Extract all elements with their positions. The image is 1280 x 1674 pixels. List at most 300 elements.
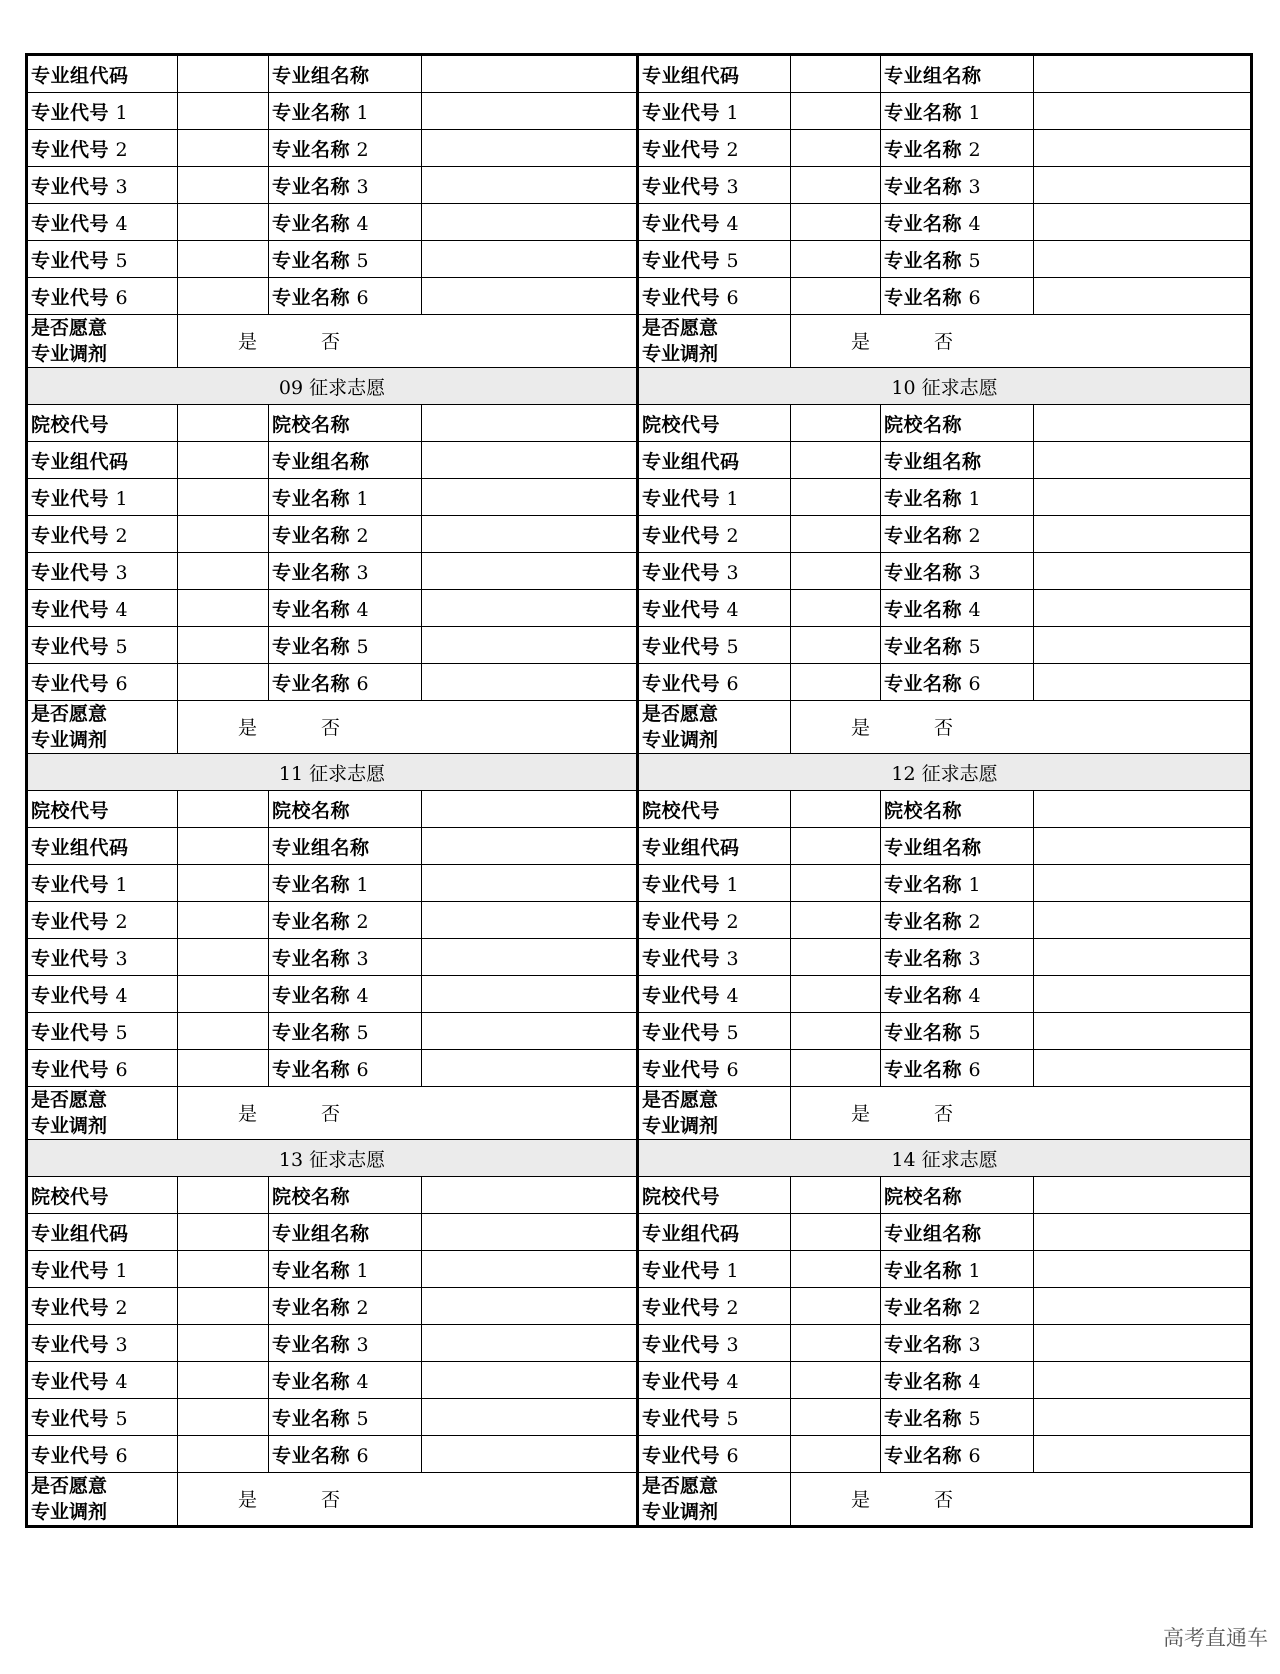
label-group_code	[638, 442, 791, 479]
label-major_code-text: 专业代号	[642, 1444, 721, 1467]
label-major_name-number: 5	[350, 249, 370, 272]
input-school_name[interactable]	[422, 791, 638, 828]
label-major_code	[27, 664, 178, 701]
input-major_code[interactable]	[178, 479, 269, 516]
input-major_name[interactable]	[1034, 1325, 1252, 1362]
label-major_name	[881, 553, 1034, 590]
input-major_name[interactable]	[1034, 93, 1252, 130]
input-major_name[interactable]	[422, 516, 638, 553]
input-major_name[interactable]	[1034, 479, 1252, 516]
label-major_code-text: 专业代号	[642, 984, 721, 1007]
label-major_code-number: 6	[109, 1444, 129, 1467]
input-school_code[interactable]	[791, 405, 881, 442]
input-major_name[interactable]	[422, 1399, 638, 1436]
input-major_code[interactable]	[791, 590, 881, 627]
label-major_name	[269, 865, 422, 902]
input-group_code[interactable]	[178, 442, 269, 479]
label-major_name-number: 6	[962, 672, 982, 695]
input-major_code[interactable]	[791, 1399, 881, 1436]
label-major_code-text: 专业代号	[642, 1407, 721, 1430]
input-major_name[interactable]	[1034, 1288, 1252, 1325]
section-suffix: 征求志愿	[309, 1148, 386, 1171]
input-major_name[interactable]	[1034, 1362, 1252, 1399]
label-group_code	[27, 828, 178, 865]
label-major_name-text: 专业名称	[884, 286, 963, 309]
label-major_code	[638, 278, 791, 315]
input-group_name[interactable]	[422, 442, 638, 479]
input-major_code[interactable]	[791, 664, 881, 701]
input-major_name[interactable]	[1034, 902, 1252, 939]
label-major_name-number: 2	[350, 1296, 370, 1319]
label-major_name	[269, 902, 422, 939]
label-major_name-text: 专业名称	[884, 487, 963, 510]
label-major_code-text: 专业代号	[31, 175, 110, 198]
label-school_name-text: 院校名称	[884, 413, 963, 436]
label-major_code-text: 专业代号	[642, 910, 721, 933]
adjust-label-line2: 专业调剂	[642, 343, 719, 365]
label-major_name-text: 专业名称	[884, 1259, 963, 1282]
input-group_code[interactable]	[791, 442, 881, 479]
label-major_name-number: 3	[350, 947, 370, 970]
label-major_name-number: 4	[350, 598, 370, 621]
label-group_name-text: 专业组名称	[884, 836, 982, 859]
input-major_name[interactable]	[422, 204, 638, 241]
input-major_name[interactable]	[422, 902, 638, 939]
label-major_name	[269, 627, 422, 664]
yes-option[interactable]: 是	[238, 717, 258, 739]
input-major_name[interactable]	[422, 590, 638, 627]
yes-option[interactable]: 是	[851, 331, 871, 353]
label-major_code	[638, 902, 791, 939]
label-major_code-text: 专业代号	[31, 598, 110, 621]
input-major_code[interactable]	[178, 1362, 269, 1399]
label-major_name-number: 4	[962, 212, 982, 235]
input-major_code[interactable]	[791, 130, 881, 167]
input-major_name[interactable]	[1034, 1399, 1252, 1436]
input-school_code[interactable]	[791, 791, 881, 828]
input-major_name[interactable]	[1034, 627, 1252, 664]
input-major_name[interactable]	[1034, 590, 1252, 627]
no-option[interactable]: 否	[934, 331, 954, 353]
section-header-row	[27, 754, 1252, 791]
yes-option[interactable]: 是	[238, 331, 258, 353]
label-major_name-text: 专业名称	[272, 212, 351, 235]
label-major_code-text: 专业代号	[31, 947, 110, 970]
input-group_code[interactable]	[791, 1214, 881, 1251]
input-major_name[interactable]	[1034, 241, 1252, 278]
input-major_code[interactable]	[791, 1013, 881, 1050]
input-major_name[interactable]	[422, 1436, 638, 1473]
input-major_code[interactable]	[791, 1362, 881, 1399]
form-row	[27, 1050, 1252, 1087]
input-school_code[interactable]	[178, 405, 269, 442]
input-major_code[interactable]	[791, 1288, 881, 1325]
input-major_code[interactable]	[178, 1325, 269, 1362]
label-major_code-number: 4	[720, 212, 740, 235]
adjust-row	[27, 1087, 1252, 1140]
input-major_name[interactable]	[1034, 1436, 1252, 1473]
input-major_name[interactable]	[422, 1013, 638, 1050]
input-school_name[interactable]	[1034, 791, 1252, 828]
adjust-choice[interactable]	[791, 1473, 1252, 1527]
label-major_name	[269, 976, 422, 1013]
label-group_name-text: 专业组名称	[272, 1222, 370, 1245]
label-major_code-number: 2	[109, 524, 129, 547]
label-major_name-number: 5	[962, 249, 982, 272]
label-major_name-text: 专业名称	[884, 561, 963, 584]
label-major_code-number: 1	[720, 101, 740, 124]
no-option[interactable]: 否	[321, 717, 341, 739]
input-group_name[interactable]	[422, 55, 638, 93]
label-major_code-number: 1	[109, 487, 129, 510]
label-major_name-text: 专业名称	[884, 635, 963, 658]
input-major_code[interactable]	[178, 1251, 269, 1288]
label-group_code-text: 专业组代码	[31, 836, 129, 859]
form-row	[27, 405, 1252, 442]
input-major_code[interactable]	[178, 1436, 269, 1473]
yes-option[interactable]: 是	[851, 1103, 871, 1125]
label-major_name-text: 专业名称	[884, 947, 963, 970]
input-major_name[interactable]	[1034, 1251, 1252, 1288]
label-major_name-text: 专业名称	[272, 1370, 351, 1393]
label-major_code-number: 5	[109, 249, 129, 272]
label-major_code	[638, 1325, 791, 1362]
label-major_name-number: 4	[962, 1370, 982, 1393]
input-major_name[interactable]	[1034, 516, 1252, 553]
label-major_code-text: 专业代号	[31, 138, 110, 161]
adjust-label-line2: 专业调剂	[31, 1115, 108, 1137]
input-major_code[interactable]	[791, 167, 881, 204]
form-row	[27, 1436, 1252, 1473]
label-major_code-text: 专业代号	[31, 1444, 110, 1467]
input-major_code[interactable]	[178, 865, 269, 902]
label-major_name-text: 专业名称	[272, 873, 351, 896]
adjust-label-line2: 专业调剂	[31, 729, 108, 751]
input-major_name[interactable]	[1034, 939, 1252, 976]
input-major_name[interactable]	[422, 664, 638, 701]
section-title-13	[27, 1140, 638, 1177]
form-row	[27, 976, 1252, 1013]
input-major_name[interactable]	[422, 1362, 638, 1399]
label-major_code-text: 专业代号	[642, 524, 721, 547]
label-major_name	[269, 939, 422, 976]
no-option[interactable]: 否	[934, 1489, 954, 1511]
input-group_name[interactable]	[1034, 442, 1252, 479]
label-major_name	[881, 1251, 1034, 1288]
label-major_code	[638, 1013, 791, 1050]
no-option[interactable]: 否	[321, 1489, 341, 1511]
label-major_code	[27, 939, 178, 976]
no-option[interactable]: 否	[934, 1103, 954, 1125]
label-major_code	[27, 479, 178, 516]
label-group_name	[269, 442, 422, 479]
label-major_name	[881, 1325, 1034, 1362]
label-group_name-text: 专业组名称	[272, 64, 370, 87]
input-group_name[interactable]	[422, 1214, 638, 1251]
label-major_name	[269, 204, 422, 241]
adjust-choice[interactable]	[791, 315, 1252, 368]
input-major_name[interactable]	[1034, 1050, 1252, 1087]
label-major_code	[27, 1288, 178, 1325]
form-row	[27, 664, 1252, 701]
input-school_code[interactable]	[791, 1177, 881, 1214]
label-major_code-number: 5	[720, 249, 740, 272]
input-group_code[interactable]	[791, 828, 881, 865]
adjust-choice[interactable]	[791, 1087, 1252, 1140]
input-major_name[interactable]	[1034, 664, 1252, 701]
label-major_code	[27, 1362, 178, 1399]
form-row	[27, 1288, 1252, 1325]
form-row	[27, 939, 1252, 976]
adjust-choice[interactable]	[178, 315, 638, 368]
input-major_code[interactable]	[791, 516, 881, 553]
label-school_name-text: 院校名称	[272, 1185, 351, 1208]
input-school_name[interactable]	[422, 405, 638, 442]
label-major_code	[27, 1013, 178, 1050]
input-major_code[interactable]	[178, 278, 269, 315]
input-major_code[interactable]	[791, 1436, 881, 1473]
input-major_name[interactable]	[422, 976, 638, 1013]
label-major_code-number: 3	[720, 947, 740, 970]
label-major_code-text: 专业代号	[642, 1021, 721, 1044]
input-major_name[interactable]	[422, 1288, 638, 1325]
label-school_name	[881, 1177, 1034, 1214]
input-major_name[interactable]	[422, 939, 638, 976]
label-major_name	[269, 1436, 422, 1473]
label-school_name-text: 院校名称	[272, 413, 351, 436]
input-major_code[interactable]	[791, 939, 881, 976]
label-major_code	[27, 516, 178, 553]
input-group_name[interactable]	[1034, 1214, 1252, 1251]
adjust-choice[interactable]	[791, 701, 1252, 754]
input-major_code[interactable]	[178, 1399, 269, 1436]
no-option[interactable]: 否	[321, 1103, 341, 1125]
label-major_code	[27, 241, 178, 278]
label-major_code	[638, 590, 791, 627]
input-major_code[interactable]	[178, 241, 269, 278]
label-major_name-text: 专业名称	[884, 138, 963, 161]
label-major_name-number: 1	[350, 101, 370, 124]
label-major_name-text: 专业名称	[272, 487, 351, 510]
label-group_name-text: 专业组名称	[272, 450, 370, 473]
input-major_name[interactable]	[1034, 167, 1252, 204]
label-major_name-text: 专业名称	[884, 672, 963, 695]
adjust-label-line1: 是否愿意	[642, 1475, 719, 1497]
label-school_code-text: 院校代号	[31, 1185, 110, 1208]
input-school_code[interactable]	[178, 791, 269, 828]
label-major_name	[269, 1362, 422, 1399]
label-major_code	[638, 627, 791, 664]
input-major_name[interactable]	[422, 627, 638, 664]
label-major_name-text: 专业名称	[272, 1259, 351, 1282]
label-major_name	[881, 93, 1034, 130]
label-major_name-text: 专业名称	[272, 672, 351, 695]
yes-option[interactable]: 是	[238, 1103, 258, 1125]
label-major_name	[881, 241, 1034, 278]
label-major_code-text: 专业代号	[642, 487, 721, 510]
adjust-choice[interactable]	[178, 1087, 638, 1140]
label-major_name	[881, 939, 1034, 976]
input-major_code[interactable]	[791, 976, 881, 1013]
input-major_code[interactable]	[178, 167, 269, 204]
label-major_name	[269, 1013, 422, 1050]
label-school_name-text: 院校名称	[884, 799, 963, 822]
input-major_name[interactable]	[422, 1251, 638, 1288]
adjust-label-line1: 是否愿意	[642, 703, 719, 725]
input-major_name[interactable]	[1034, 204, 1252, 241]
section-number: 09	[278, 376, 310, 399]
form-row	[27, 1013, 1252, 1050]
input-major_name[interactable]	[1034, 865, 1252, 902]
input-group_code[interactable]	[178, 1214, 269, 1251]
input-major_code[interactable]	[178, 1288, 269, 1325]
label-major_name-number: 5	[350, 1021, 370, 1044]
label-major_name-number: 6	[962, 1058, 982, 1081]
label-major_code	[638, 479, 791, 516]
label-school_code-text: 院校代号	[642, 799, 721, 822]
input-group_name[interactable]	[1034, 55, 1252, 93]
label-major_code	[27, 627, 178, 664]
input-major_code[interactable]	[791, 1251, 881, 1288]
adjust-label	[638, 315, 791, 368]
input-major_name[interactable]	[422, 553, 638, 590]
input-major_name[interactable]	[1034, 278, 1252, 315]
label-major_code-text: 专业代号	[642, 1296, 721, 1319]
label-school_code-text: 院校代号	[31, 799, 110, 822]
input-school_code[interactable]	[178, 1177, 269, 1214]
label-group_code-text: 专业组代码	[642, 64, 740, 87]
yes-option[interactable]: 是	[851, 1489, 871, 1511]
input-major_code[interactable]	[791, 479, 881, 516]
input-major_code[interactable]	[791, 902, 881, 939]
label-major_code-number: 6	[720, 286, 740, 309]
input-major_name[interactable]	[422, 479, 638, 516]
input-major_name[interactable]	[1034, 130, 1252, 167]
label-major_name-text: 专业名称	[272, 286, 351, 309]
input-major_code[interactable]	[178, 627, 269, 664]
input-major_name[interactable]	[1034, 976, 1252, 1013]
form-row	[27, 828, 1252, 865]
input-major_name[interactable]	[422, 278, 638, 315]
input-major_code[interactable]	[178, 939, 269, 976]
section-title-11	[27, 754, 638, 791]
label-major_name-text: 专业名称	[272, 1333, 351, 1356]
input-major_code[interactable]	[178, 130, 269, 167]
label-group_name	[881, 1214, 1034, 1251]
input-major_code[interactable]	[791, 278, 881, 315]
label-major_code	[638, 1362, 791, 1399]
label-major_code-number: 6	[720, 1058, 740, 1081]
label-major_name	[269, 1325, 422, 1362]
no-option[interactable]: 否	[934, 717, 954, 739]
input-school_name[interactable]	[422, 1177, 638, 1214]
adjust-label-line2: 专业调剂	[642, 729, 719, 751]
label-major_name-text: 专业名称	[884, 910, 963, 933]
label-major_code-number: 5	[109, 1021, 129, 1044]
label-major_name-number: 5	[962, 1021, 982, 1044]
adjust-choice[interactable]	[178, 701, 638, 754]
input-school_name[interactable]	[1034, 1177, 1252, 1214]
form-row	[27, 442, 1252, 479]
label-major_name	[881, 516, 1034, 553]
input-major_name[interactable]	[422, 93, 638, 130]
input-major_code[interactable]	[178, 93, 269, 130]
input-major_name[interactable]	[422, 1050, 638, 1087]
input-major_code[interactable]	[178, 204, 269, 241]
label-major_code	[27, 553, 178, 590]
input-school_name[interactable]	[1034, 405, 1252, 442]
input-major_code[interactable]	[791, 1050, 881, 1087]
label-major_code-text: 专业代号	[642, 175, 721, 198]
adjust-label-line1: 是否愿意	[31, 703, 108, 725]
adjust-label	[638, 701, 791, 754]
label-major_code	[638, 939, 791, 976]
label-major_name	[881, 1362, 1034, 1399]
label-major_name	[881, 278, 1034, 315]
label-major_code-text: 专业代号	[31, 1370, 110, 1393]
input-major_code[interactable]	[178, 664, 269, 701]
input-major_code[interactable]	[178, 976, 269, 1013]
input-major_code[interactable]	[178, 553, 269, 590]
label-major_code-text: 专业代号	[31, 524, 110, 547]
yes-option[interactable]: 是	[851, 717, 871, 739]
label-major_code	[638, 1399, 791, 1436]
input-major_name[interactable]	[1034, 553, 1252, 590]
input-major_code[interactable]	[178, 1013, 269, 1050]
input-major_code[interactable]	[178, 590, 269, 627]
label-major_code-number: 6	[109, 672, 129, 695]
input-major_name[interactable]	[422, 167, 638, 204]
input-major_name[interactable]	[422, 241, 638, 278]
label-major_name-text: 专业名称	[884, 101, 963, 124]
input-major_code[interactable]	[791, 93, 881, 130]
label-major_code-text: 专业代号	[31, 212, 110, 235]
adjust-choice[interactable]	[178, 1473, 638, 1527]
input-group_name[interactable]	[422, 828, 638, 865]
input-major_name[interactable]	[422, 865, 638, 902]
label-major_name-number: 2	[350, 910, 370, 933]
label-major_code-number: 5	[109, 1407, 129, 1430]
label-major_code	[638, 1050, 791, 1087]
input-major_code[interactable]	[791, 1325, 881, 1362]
input-major_code[interactable]	[791, 865, 881, 902]
input-major_name[interactable]	[422, 1325, 638, 1362]
input-major_code[interactable]	[178, 516, 269, 553]
input-major_code[interactable]	[791, 241, 881, 278]
input-major_name[interactable]	[422, 130, 638, 167]
label-major_code-text: 专业代号	[31, 286, 110, 309]
input-group_name[interactable]	[1034, 828, 1252, 865]
label-major_name-number: 5	[962, 1407, 982, 1430]
input-group_code[interactable]	[791, 55, 881, 93]
label-major_code-text: 专业代号	[31, 101, 110, 124]
input-major_code[interactable]	[178, 1050, 269, 1087]
label-major_name-number: 2	[962, 910, 982, 933]
input-major_code[interactable]	[791, 204, 881, 241]
yes-option[interactable]: 是	[238, 1489, 258, 1511]
label-major_code-number: 5	[720, 635, 740, 658]
no-option[interactable]: 否	[321, 331, 341, 353]
label-major_code-text: 专业代号	[31, 1058, 110, 1081]
input-major_code[interactable]	[791, 553, 881, 590]
input-group_code[interactable]	[178, 828, 269, 865]
input-group_code[interactable]	[178, 55, 269, 93]
input-major_name[interactable]	[1034, 1013, 1252, 1050]
label-major_code	[638, 204, 791, 241]
input-major_code[interactable]	[791, 627, 881, 664]
label-major_name	[881, 1050, 1034, 1087]
input-major_code[interactable]	[178, 902, 269, 939]
